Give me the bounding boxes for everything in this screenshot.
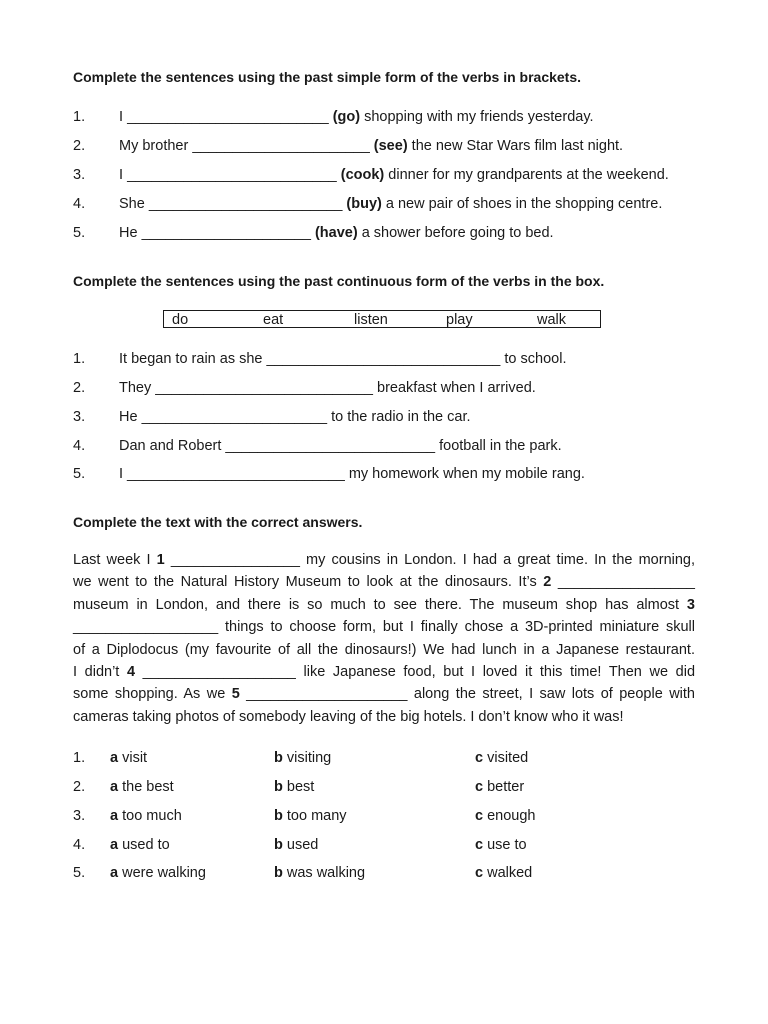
option-c[interactable]: c walked (475, 865, 533, 881)
item-sentence[interactable]: I ___________________________ my homework when my mobile rang. (119, 466, 585, 482)
item-number: 4. (73, 438, 86, 454)
verb-word-box (163, 310, 601, 328)
option-a[interactable]: a visit (110, 750, 148, 766)
item-number: 4. (73, 196, 86, 212)
option-a[interactable]: a were walking (110, 865, 206, 881)
paragraph-line: I didn’t 4 ___________________ like Japanese food, but I loved it this time! Then we did (73, 663, 696, 680)
item-number: 5. (73, 865, 86, 881)
option-b[interactable]: b too many (274, 808, 347, 824)
item-sentence: He _____________________ (have) a shower before going to bed. (119, 225, 554, 241)
option-a[interactable]: a used to (110, 837, 170, 853)
option-a[interactable]: a the best (110, 779, 174, 795)
option-c[interactable]: c enough (475, 808, 536, 824)
item-sentence: I _________________________ (go) shopping with my friends yesterday. (119, 109, 594, 125)
paragraph-line: cameras taking photos of somebody leaving of the big hotels. I don’t know who it was! (73, 708, 624, 725)
section-2-heading: Complete the sentences using the past continuous form of the verbs in the box. (73, 273, 605, 289)
item-number: 2. (73, 380, 86, 396)
option-c[interactable]: c visited (475, 750, 529, 766)
answer-blank[interactable]: __________________________ (127, 167, 337, 183)
paragraph-line: we went to the Natural History Museum to look at the dinosaurs. It’s 2 _________________ (73, 574, 695, 591)
item-number: 1. (73, 750, 86, 766)
option-a[interactable]: a too much (110, 808, 182, 824)
item-number: 1. (73, 351, 86, 367)
box-word: walk (537, 312, 567, 328)
item-number: 5. (73, 225, 86, 241)
item-number: 4. (73, 837, 86, 853)
option-b[interactable]: b was walking (274, 865, 366, 881)
item-number: 3. (73, 167, 86, 183)
box-word: listen (354, 312, 388, 328)
item-number: 2. (73, 779, 86, 795)
box-word: play (446, 312, 473, 328)
item-sentence: She ________________________ (buy) a new pair of shoes in the shopping centre. (119, 196, 663, 212)
option-c[interactable]: c use to (475, 837, 527, 853)
option-b[interactable]: b used (274, 837, 319, 853)
item-number: 5. (73, 466, 86, 482)
item-sentence[interactable]: It began to rain as she _____________________________ to school. (119, 351, 567, 367)
section-3-heading: Complete the text with the correct answers. (73, 514, 363, 530)
item-sentence[interactable]: They ___________________________ breakfast when I arrived. (119, 380, 536, 396)
item-number: 1. (73, 109, 86, 125)
answer-blank[interactable]: _________________________ (127, 109, 329, 125)
box-word: eat (263, 312, 284, 328)
paragraph-line: some shopping. As we 5 ____________________ along the street, I saw lots of people with (73, 686, 695, 703)
paragraph-line: __________________ things to choose form, but I finally chose a 3D-printed miniature skull (73, 619, 695, 636)
item-sentence: My brother ______________________ (see) the new Star Wars film last night. (119, 138, 624, 154)
box-word: do (172, 312, 189, 328)
paragraph-line: Last week I 1 ________________ my cousins in London. I had a great time. In the morning, (73, 552, 696, 568)
answer-blank[interactable]: ________________________ (148, 196, 343, 212)
paragraph-line: museum in London, and there is so much to see there. The museum shop has almost 3 (73, 596, 695, 613)
verb-hint: (cook) (336, 167, 385, 183)
answer-blank[interactable]: ______________________ (192, 138, 370, 154)
paragraph-line: of a Diplodocus (my favourite of all the dinosaurs!) We had lunch in a Japanese restaurant. (73, 641, 695, 658)
item-number: 3. (73, 808, 86, 824)
verb-hint: (see) (369, 138, 408, 154)
verb-hint: (have) (310, 225, 358, 241)
item-sentence: I __________________________ (cook) dinner for my grandparents at the weekend. (119, 167, 669, 183)
cloze-paragraph (73, 549, 695, 728)
option-c[interactable]: c better (475, 779, 525, 795)
answer-blank[interactable]: _____________________ (141, 225, 311, 241)
verb-hint: (buy) (342, 196, 382, 212)
option-b[interactable]: b visiting (274, 750, 332, 766)
item-sentence[interactable]: He _______________________ to the radio in the car. (119, 409, 471, 425)
verb-hint: (go) (328, 109, 361, 125)
item-sentence[interactable]: Dan and Robert __________________________ football in the park. (119, 438, 562, 454)
option-b[interactable]: b best (274, 779, 315, 795)
item-number: 2. (73, 138, 86, 154)
section-1-heading: Complete the sentences using the past simple form of the verbs in brackets. (73, 69, 582, 85)
item-number: 3. (73, 409, 86, 425)
